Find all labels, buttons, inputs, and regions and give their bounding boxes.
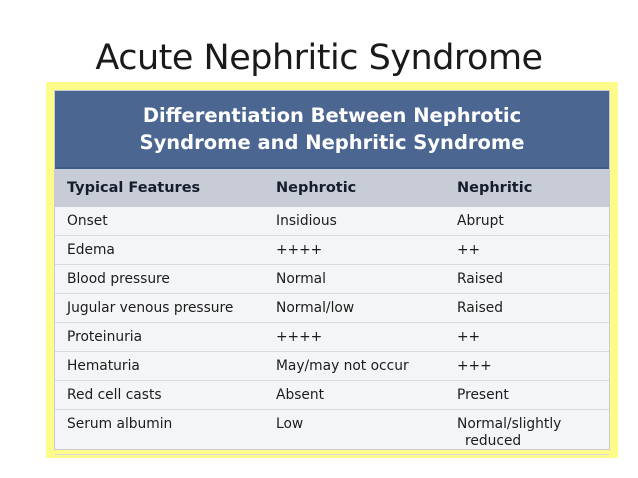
table-row [55, 207, 609, 236]
nephritic-cell: +++ [457, 358, 492, 374]
feature-cell: Edema [67, 242, 115, 258]
slide-title: Acute Nephritic Syndrome [95, 38, 543, 78]
table-row [55, 265, 609, 294]
nephrotic-cell: May/may not occur [276, 358, 409, 374]
nephritic-cell: Abrupt [457, 213, 504, 229]
nephrotic-cell: Normal/low [276, 300, 355, 316]
comparison-table [55, 169, 609, 455]
feature-cell: Proteinuria [67, 329, 143, 345]
feature-cell: Hematuria [67, 358, 140, 374]
nephritic-cell: ++ [457, 329, 481, 345]
nephrotic-cell: Low [276, 416, 304, 432]
table-frame [46, 82, 618, 458]
comparison-table-panel [54, 90, 610, 450]
column-header-features: Typical Features [67, 180, 201, 196]
nephritic-cell: ++ [457, 242, 481, 258]
nephrotic-cell: Insidious [276, 213, 337, 229]
nephritic-cell [445, 410, 609, 455]
feature-cell: Blood pressure [67, 271, 170, 287]
table-row [55, 236, 609, 265]
feature-cell: Jugular venous pressure [67, 300, 234, 316]
table-title-line-1: Differentiation Between Nephrotic [142, 104, 522, 127]
nephritic-cell: Raised [457, 271, 504, 287]
nephrotic-cell: ++++ [276, 329, 323, 345]
nephritic-cell: Present [457, 387, 509, 403]
table-row [55, 410, 609, 455]
feature-cell: Red cell casts [67, 387, 162, 403]
column-header-row [55, 169, 609, 207]
nephritic-cell-line-1: Normal/slightly [457, 416, 562, 432]
nephrotic-cell: ++++ [276, 242, 323, 258]
feature-cell: Onset [67, 213, 108, 229]
nephritic-cell-line-2: reduced [465, 433, 522, 449]
table-row [55, 381, 609, 410]
table-row [55, 294, 609, 323]
nephrotic-cell: Absent [276, 387, 325, 403]
column-header-nephrotic: Nephrotic [276, 180, 357, 196]
table-title [55, 91, 609, 169]
column-header-nephritic: Nephritic [457, 180, 533, 196]
table-row [55, 352, 609, 381]
table-title-line-2: Syndrome and Nephritic Syndrome [139, 131, 525, 154]
nephrotic-cell: Normal [276, 271, 326, 287]
table-row [55, 323, 609, 352]
feature-cell: Serum albumin [67, 416, 173, 432]
nephritic-cell: Raised [457, 300, 504, 316]
